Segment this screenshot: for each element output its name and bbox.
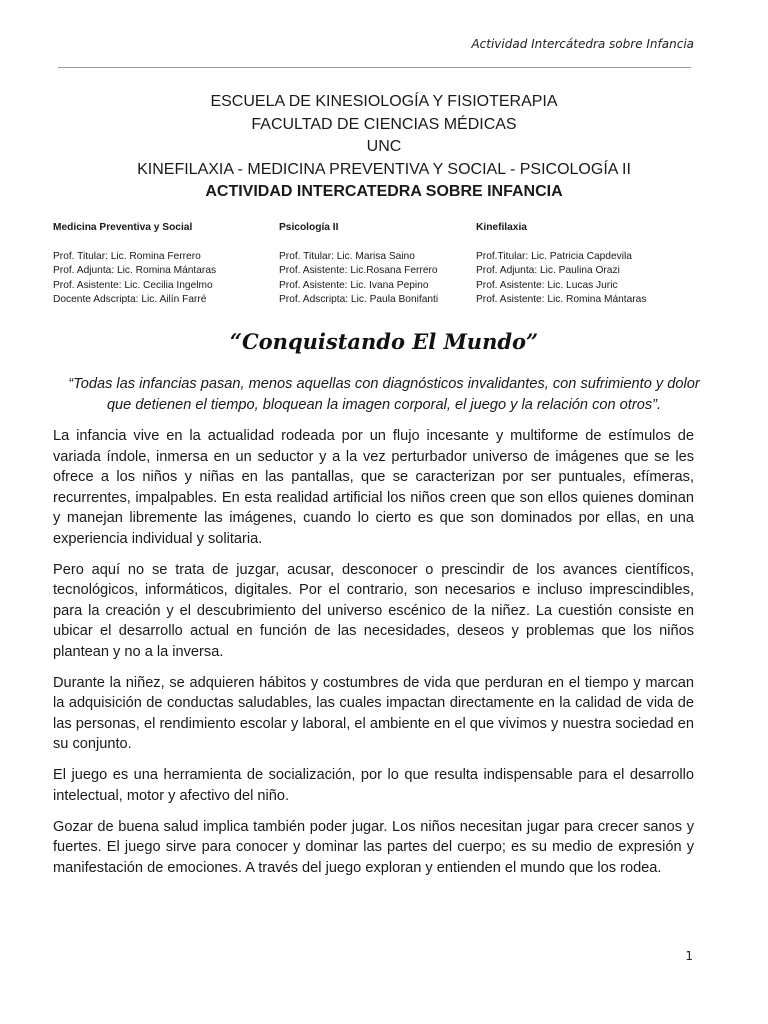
staff-member: Docente Adscripta: Lic. Ailín Farré	[53, 294, 207, 306]
staff-member: Prof. Titular: Lic. Romina Ferrero	[53, 250, 201, 262]
epigraph-quote: “Todas las infancias pasan, menos aquellas con diagnósticos invalidantes, con sufrimiento y dolor que detienen el tiempo, bloquean la imagen corporal, el juego y la relación con otros”.	[68, 376, 700, 413]
university-title: UNC	[366, 138, 402, 155]
staff-member: Prof. Asistente: Lic. Ivana Pepino	[279, 279, 429, 291]
staff-member: Prof. Asistente: Lic. Cecilia Ingelmo	[53, 279, 213, 291]
activity-title: ACTIVIDAD INTERCATEDRA SOBRE INFANCIA	[205, 183, 563, 200]
paragraph: Gozar de buena salud implica también poder jugar. Los niños necesitan jugar para crecer sanos y fuertes. El juego sirve para conocer y dominar las partes del cuerpo; es su medio de expresión y manifestación de emociones. A través del juego exploran y entienden el mundo que los rodea.	[53, 818, 694, 876]
staff-member: Prof. Asistente: Lic.Rosana Ferrero	[279, 265, 438, 277]
paragraph: El juego es una herramienta de socialización, por lo que resulta indispensable para el desarrollo intelectual, motor y afectivo del niño.	[53, 767, 694, 804]
staff-member: Prof. Asistente: Lic. Lucas Juric	[476, 279, 618, 291]
subjects-title: KINEFILAXIA - MEDICINA PREVENTIVA Y SOCIAL - PSICOLOGÍA II	[137, 160, 631, 178]
staff-member: Prof.Titular: Lic. Patricia Capdevila	[476, 250, 632, 262]
running-header: Actividad Intercátedra sobre Infancia	[471, 37, 694, 51]
staff-column-heading: Medicina Preventiva y Social	[53, 222, 193, 233]
staff-member: Prof. Adjunta: Lic. Romina Mántaras	[53, 265, 217, 277]
paragraph: Durante la niñez, se adquieren hábitos y costumbres de vida que perduran en el tiempo y marcan la adquisición de conductas saludables, las cuales impactan directamente en la calidad de vida de las personas, el rendimiento escolar y laboral, el ambiente en el que vivimos y nuestra sociedad en su conjunto.	[53, 674, 694, 753]
staff-column-heading: Kinefilaxia	[476, 222, 527, 233]
staff-member: Prof. Adscripta: Lic. Paula Bonifanti	[279, 294, 439, 306]
title-block	[52, 91, 716, 204]
staff-column-kinefilaxia	[476, 221, 646, 308]
staff-member: Prof. Titular: Lic. Marisa Saino	[279, 250, 415, 262]
paragraph: La infancia vive en la actualidad rodeada por un flujo incesante y multiforme de estímulos de variada índole, inmersa en un seductor y a la vez perturbador universo de imágenes que se les ofrece a los niños y niñas en las pantallas, que se caracterizan por ser puntuales, efímeras, recurrentes, impalpables. En esta realidad artificial los niños creen que son ellos quienes dominan y manejan libremente las imágenes, cuando lo cierto es que son dominados por ellas, en una experiencia individual y solitaria.	[53, 428, 694, 547]
staff-member: Prof. Asistente: Lic. Romina Mántaras	[476, 294, 647, 306]
staff-table	[53, 221, 713, 316]
body-text	[53, 426, 694, 889]
staff-column-medicina	[53, 221, 216, 308]
school-title: ESCUELA DE KINESIOLOGÍA Y FISIOTERAPIA	[210, 93, 558, 110]
faculty-title: FACULTAD DE CIENCIAS MÉDICAS	[251, 115, 517, 133]
staff-member: Prof. Adjunta: Lic. Paulina Orazi	[476, 265, 620, 277]
staff-column-heading: Psicología II	[279, 222, 339, 233]
page-number: 1	[685, 949, 693, 963]
paragraph: Pero aquí no se trata de juzgar, acusar, desconocer o prescindir de los avances científicos, tecnológicos, informáticos, digitales. Por el contrario, son necesarios e incluso imprescindibles, para la creación y el descubrimiento del universo escénico de la niñez. La cuestión consiste en ubicar el desarrollo actual en función de las necesidades, deseos y problemas que los niños plantean y no a la inversa.	[53, 561, 694, 660]
header-divider	[58, 67, 691, 68]
main-title: “Conquistando El Mundo”	[229, 329, 539, 354]
staff-column-psicologia	[279, 221, 438, 308]
